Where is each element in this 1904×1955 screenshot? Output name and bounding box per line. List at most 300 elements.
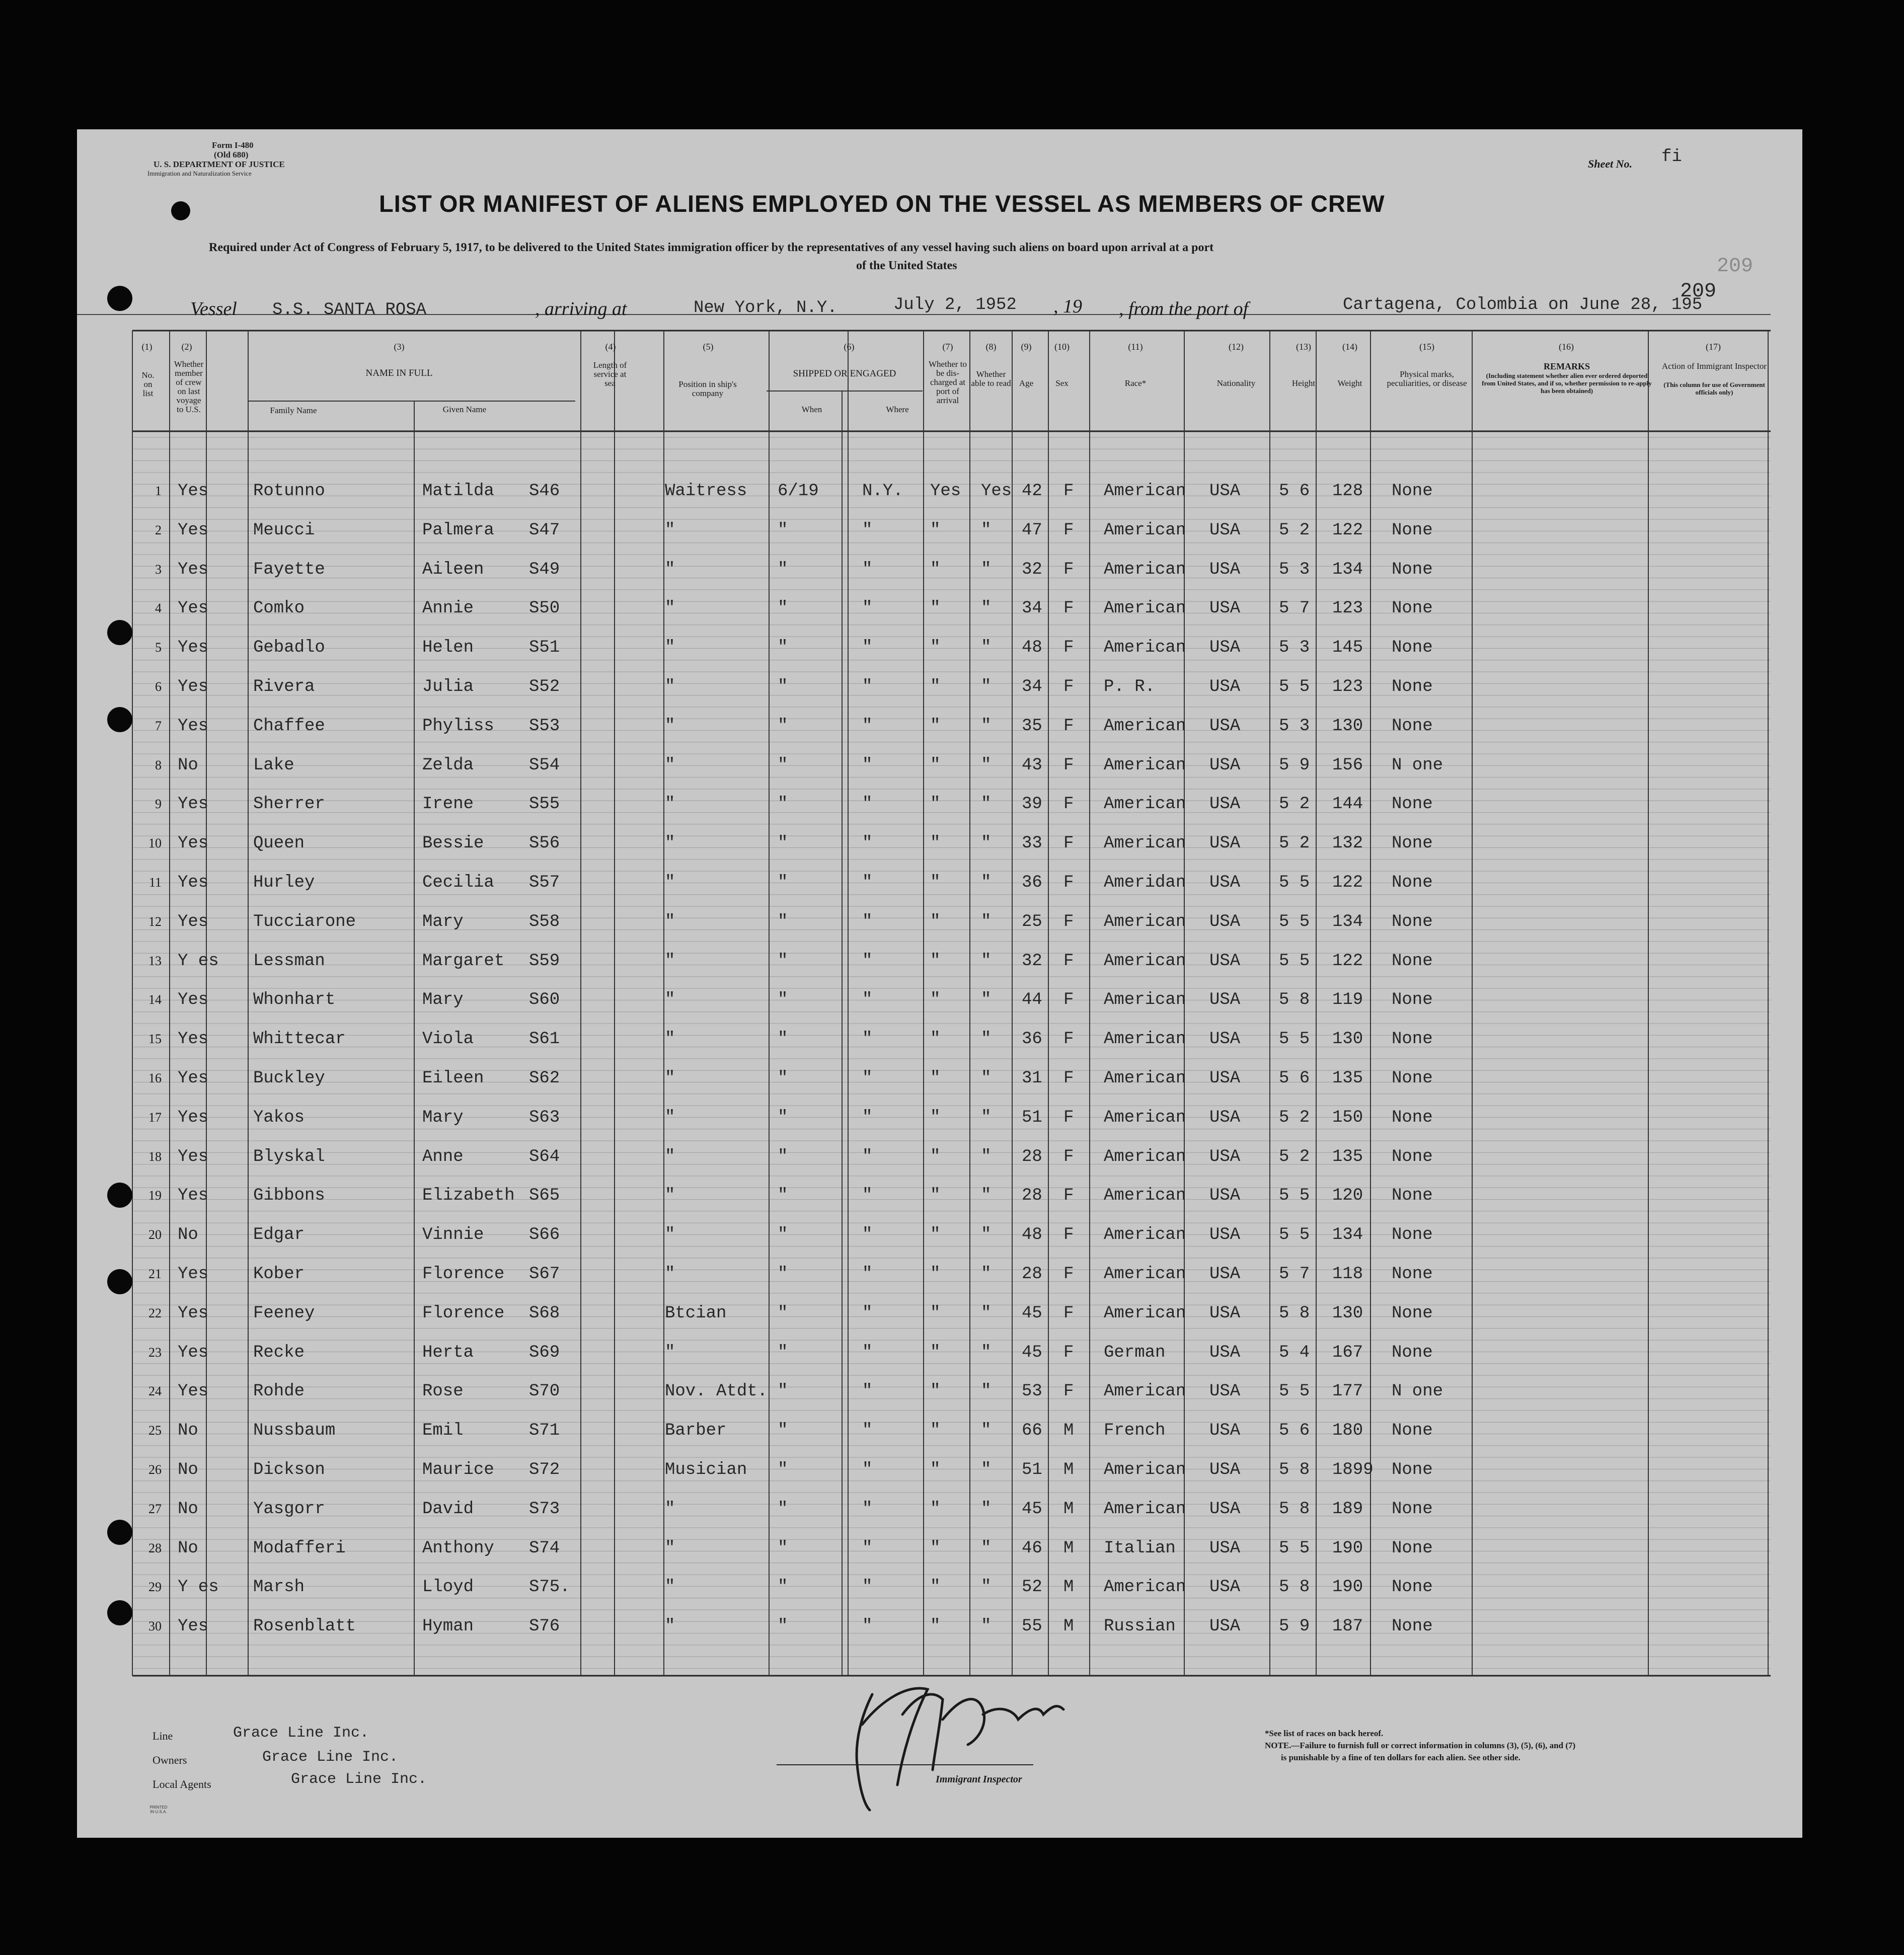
- punch-hole: [171, 201, 190, 220]
- physical-marks: None: [1392, 1303, 1433, 1323]
- physical-marks: None: [1392, 1147, 1433, 1166]
- able-to-read: ": [981, 1186, 992, 1206]
- race: American: [1104, 482, 1186, 501]
- physical-marks: None: [1392, 1343, 1433, 1362]
- sex: F: [1063, 1147, 1074, 1166]
- shipped-where: ": [862, 1578, 873, 1597]
- height: 5 5: [1279, 912, 1310, 931]
- department: U. S. DEPARTMENT OF JUSTICE: [154, 160, 285, 169]
- row-number: 11: [148, 875, 162, 890]
- row-number: 16: [148, 1071, 162, 1085]
- position: ": [665, 1578, 675, 1597]
- height: 5 3: [1279, 716, 1310, 736]
- able-to-read: ": [981, 1538, 992, 1558]
- col-6-number: (6): [844, 342, 855, 352]
- row-number: 2: [155, 522, 162, 537]
- sex: F: [1063, 1108, 1074, 1127]
- height: 5 6: [1279, 1421, 1310, 1441]
- crew-last-voyage: Yes: [178, 1030, 209, 1049]
- height: 5 3: [1279, 638, 1310, 658]
- shipped-where: ": [862, 560, 873, 579]
- col-2-header: Whether member of crew on last voyage to U.S.: [174, 359, 204, 414]
- height: 5 7: [1279, 599, 1310, 618]
- shipped-where: ": [862, 1069, 873, 1088]
- nationality: USA: [1209, 1578, 1241, 1597]
- race: American: [1104, 1265, 1186, 1284]
- height: 5 2: [1279, 1147, 1310, 1166]
- col-6-when-header: When: [801, 405, 822, 414]
- row-number: 28: [148, 1540, 162, 1555]
- row-number: 8: [155, 757, 162, 772]
- position: Waitress: [665, 482, 747, 501]
- height: 5 2: [1279, 520, 1310, 540]
- nationality: USA: [1209, 1147, 1241, 1166]
- shipped-when: ": [778, 1108, 788, 1127]
- discharged-at-arrival: Yes: [930, 482, 961, 501]
- col-12-number: (12): [1229, 342, 1244, 352]
- able-to-read: ": [981, 1343, 992, 1362]
- shipped-where: ": [862, 755, 873, 775]
- position: ": [665, 638, 675, 658]
- crew-last-voyage: Yes: [178, 677, 209, 696]
- sex: F: [1063, 755, 1074, 775]
- discharged-at-arrival: ": [930, 677, 941, 696]
- row-number: 5: [155, 640, 162, 655]
- shipped-when: ": [778, 1265, 788, 1284]
- family-name: Blyskal: [253, 1147, 325, 1166]
- col-9-header: Age: [1019, 378, 1034, 388]
- race: American: [1104, 1578, 1186, 1597]
- position: ": [665, 795, 675, 814]
- shipped-when: ": [778, 1030, 788, 1049]
- family-name: Chaffee: [253, 716, 325, 736]
- crew-last-voyage: Yes: [178, 1617, 209, 1636]
- shipped-where: ": [862, 1499, 873, 1519]
- discharged-at-arrival: ": [930, 1578, 941, 1597]
- physical-marks: None: [1392, 1069, 1433, 1088]
- age: 45: [1022, 1303, 1042, 1323]
- weight: 150: [1332, 1108, 1363, 1127]
- age: 47: [1022, 520, 1042, 540]
- given-name: Irene: [422, 795, 474, 814]
- shipped-where: ": [862, 1265, 873, 1284]
- line-label: Line: [153, 1730, 173, 1742]
- nationality: USA: [1209, 1225, 1241, 1245]
- weight: 1899: [1332, 1460, 1374, 1479]
- given-name: Anne: [422, 1147, 464, 1166]
- form-old-number: (Old 680): [214, 150, 249, 160]
- sex: F: [1063, 638, 1074, 658]
- service: Immigration and Naturalization Service: [147, 170, 252, 177]
- year-label: , 19: [1053, 296, 1082, 317]
- given-name: Vinnie: [422, 1225, 484, 1245]
- arriving-label: , arriving at: [535, 298, 627, 320]
- crew-code: S56: [529, 834, 560, 853]
- physical-marks: None: [1392, 873, 1433, 892]
- discharged-at-arrival: ": [930, 1421, 941, 1441]
- nationality: USA: [1209, 1460, 1241, 1479]
- shipped-when: ": [778, 1617, 788, 1636]
- given-name: Aileen: [422, 560, 484, 579]
- crew-code: S47: [529, 520, 560, 540]
- col-17-subheader: (This column for use of Government officials only): [1663, 381, 1765, 396]
- owners-label: Owners: [153, 1754, 187, 1766]
- weight: 130: [1332, 1030, 1363, 1049]
- race: American: [1104, 951, 1186, 971]
- weight: 130: [1332, 1303, 1363, 1323]
- family-name: Meucci: [253, 520, 315, 540]
- discharged-at-arrival: ": [930, 990, 941, 1010]
- height: 5 2: [1279, 795, 1310, 814]
- shipped-where: ": [862, 599, 873, 618]
- race: American: [1104, 990, 1186, 1010]
- race: American: [1104, 599, 1186, 618]
- height: 5 5: [1279, 1382, 1310, 1401]
- crew-last-voyage: Yes: [178, 912, 209, 931]
- crew-last-voyage: No: [178, 755, 198, 775]
- given-name: Bessie: [422, 834, 484, 853]
- able-to-read: ": [981, 677, 992, 696]
- family-name: Whonhart: [253, 990, 336, 1010]
- nationality: USA: [1209, 951, 1241, 971]
- physical-marks: None: [1392, 1108, 1433, 1127]
- height: 5 5: [1279, 677, 1310, 696]
- row-number: 6: [155, 679, 162, 694]
- able-to-read: ": [981, 1303, 992, 1323]
- able-to-read: ": [981, 795, 992, 814]
- age: 36: [1022, 1030, 1042, 1049]
- physical-marks: None: [1392, 1578, 1433, 1597]
- age: 34: [1022, 599, 1042, 618]
- physical-marks: None: [1392, 1421, 1433, 1441]
- shipped-when: ": [778, 795, 788, 814]
- able-to-read: ": [981, 873, 992, 892]
- crew-code: S54: [529, 755, 560, 775]
- punch-hole: [107, 707, 132, 732]
- punch-hole: [107, 1520, 132, 1545]
- position: ": [665, 873, 675, 892]
- from-label: , from the port of: [1119, 298, 1249, 320]
- shipped-when: ": [778, 1186, 788, 1206]
- able-to-read: ": [981, 560, 992, 579]
- shipped-when: ": [778, 755, 788, 775]
- row-number: 21: [148, 1267, 162, 1281]
- weight: 177: [1332, 1382, 1363, 1401]
- punch-hole: [107, 620, 132, 645]
- able-to-read: ": [981, 599, 992, 618]
- sheet-label: Sheet No.: [1588, 158, 1632, 170]
- shipped-where: ": [862, 795, 873, 814]
- crew-last-voyage: Yes: [178, 599, 209, 618]
- manifest-sheet: [77, 129, 1802, 1838]
- able-to-read: ": [981, 638, 992, 658]
- col-2-number: (2): [181, 342, 192, 352]
- sex: F: [1063, 1186, 1074, 1206]
- family-name: Marsh: [253, 1578, 305, 1597]
- height: 5 8: [1279, 1499, 1310, 1519]
- crew-code: S67: [529, 1265, 560, 1284]
- nationality: USA: [1209, 638, 1241, 658]
- weight: 132: [1332, 834, 1363, 853]
- col-7-number: (7): [942, 342, 953, 352]
- position: ": [665, 716, 675, 736]
- family-name: Comko: [253, 599, 305, 618]
- position: ": [665, 1499, 675, 1519]
- weight: 122: [1332, 873, 1363, 892]
- discharged-at-arrival: ": [930, 1069, 941, 1088]
- shipped-when: ": [778, 1460, 788, 1479]
- page-title: LIST OR MANIFEST OF ALIENS EMPLOYED ON THE VESSEL AS MEMBERS OF CREW: [379, 190, 1385, 217]
- nationality: USA: [1209, 795, 1241, 814]
- col-17-number: (17): [1706, 342, 1721, 352]
- col-10-header: Sex: [1055, 378, 1069, 388]
- height: 5 5: [1279, 1030, 1310, 1049]
- crew-last-voyage: Yes: [178, 638, 209, 658]
- crew-last-voyage: Yes: [178, 873, 209, 892]
- shipped-when: ": [778, 1421, 788, 1441]
- age: 52: [1022, 1578, 1042, 1597]
- height: 5 3: [1279, 560, 1310, 579]
- inspector-signature: [77, 129, 1802, 1838]
- owners-value: Grace Line Inc.: [262, 1749, 399, 1766]
- shipped-where: ": [862, 1030, 873, 1049]
- physical-marks: None: [1392, 912, 1433, 931]
- position: ": [665, 599, 675, 618]
- given-name: Hyman: [422, 1617, 474, 1636]
- discharged-at-arrival: ": [930, 873, 941, 892]
- shipped-when: ": [778, 1578, 788, 1597]
- shipped-where: ": [862, 873, 873, 892]
- nationality: USA: [1209, 482, 1241, 501]
- age: 43: [1022, 755, 1042, 775]
- col-14-header: Weight: [1337, 378, 1362, 388]
- position: ": [665, 1617, 675, 1636]
- shipped-where: ": [862, 1460, 873, 1479]
- weight: 180: [1332, 1421, 1363, 1441]
- col-14-number: (14): [1342, 342, 1357, 352]
- crew-code: S64: [529, 1147, 560, 1166]
- line-value: Grace Line Inc.: [233, 1725, 369, 1742]
- discharged-at-arrival: ": [930, 638, 941, 658]
- age: 45: [1022, 1343, 1042, 1362]
- race: American: [1104, 795, 1186, 814]
- age: 51: [1022, 1460, 1042, 1479]
- shipped-where: ": [862, 990, 873, 1010]
- row-number: 4: [155, 601, 162, 616]
- col-5-header: Position in ship's company: [678, 379, 737, 398]
- col-15-header: Physical marks, peculiarities, or disease: [1387, 369, 1467, 388]
- penalty-note-1: NOTE.—Failure to furnish full or correct information in columns (3), (5), (6), and (7): [1265, 1741, 1576, 1750]
- weight: 135: [1332, 1069, 1363, 1088]
- age: 51: [1022, 1108, 1042, 1127]
- nationality: USA: [1209, 1538, 1241, 1558]
- able-to-read: ": [981, 1382, 992, 1401]
- shipped-where: ": [862, 677, 873, 696]
- nationality: USA: [1209, 1421, 1241, 1441]
- sex: F: [1063, 677, 1074, 696]
- weight: 130: [1332, 716, 1363, 736]
- row-number: 3: [155, 562, 162, 577]
- shipped-when: ": [778, 1382, 788, 1401]
- age: 32: [1022, 560, 1042, 579]
- height: 5 6: [1279, 1069, 1310, 1088]
- weight: 145: [1332, 638, 1363, 658]
- crew-last-voyage: No: [178, 1421, 198, 1441]
- col-3-header: NAME IN FULL: [365, 368, 433, 378]
- shipped-where: ": [862, 638, 873, 658]
- able-to-read: Yes: [981, 482, 1012, 501]
- given-name: Cecilia: [422, 873, 494, 892]
- crew-code: S63: [529, 1108, 560, 1127]
- race: American: [1104, 560, 1186, 579]
- height: 5 5: [1279, 1225, 1310, 1245]
- nationality: USA: [1209, 1343, 1241, 1362]
- age: 33: [1022, 834, 1042, 853]
- col-6-header: SHIPPED OR ENGAGED: [793, 368, 896, 379]
- sex: F: [1063, 482, 1074, 501]
- given-name: Lloyd: [422, 1578, 474, 1597]
- discharged-at-arrival: ": [930, 912, 941, 931]
- row-number: 30: [148, 1619, 162, 1634]
- weight: 187: [1332, 1617, 1363, 1636]
- crew-last-voyage: Yes: [178, 795, 209, 814]
- position: ": [665, 1343, 675, 1362]
- family-name: Yakos: [253, 1108, 305, 1127]
- sex: F: [1063, 560, 1074, 579]
- able-to-read: ": [981, 1108, 992, 1127]
- crew-code: S53: [529, 716, 560, 736]
- crew-code: S51: [529, 638, 560, 658]
- weight: 167: [1332, 1343, 1363, 1362]
- shipped-when: ": [778, 560, 788, 579]
- crew-code: S61: [529, 1030, 560, 1049]
- row-number: 20: [148, 1227, 162, 1242]
- crew-code: S72: [529, 1460, 560, 1479]
- discharged-at-arrival: ": [930, 1030, 941, 1049]
- race: Italian: [1104, 1538, 1176, 1558]
- inspector-label: Immigrant Inspector: [936, 1774, 1022, 1785]
- sex: F: [1063, 1225, 1074, 1245]
- crew-last-voyage: No: [178, 1225, 198, 1245]
- weight: 123: [1332, 599, 1363, 618]
- able-to-read: ": [981, 1578, 992, 1597]
- shipped-when: ": [778, 677, 788, 696]
- shipped-when: ": [778, 873, 788, 892]
- given-name: Florence: [422, 1303, 505, 1323]
- family-name: Hurley: [253, 873, 315, 892]
- height: 5 9: [1279, 755, 1310, 775]
- weight: 118: [1332, 1265, 1363, 1284]
- shipped-when: ": [778, 716, 788, 736]
- crew-last-voyage: Yes: [178, 1186, 209, 1206]
- weight: 122: [1332, 951, 1363, 971]
- printer-mark: PRINTED IN U.S.A.: [149, 1805, 168, 1814]
- position: Musician: [665, 1460, 747, 1479]
- sex: F: [1063, 990, 1074, 1010]
- row-number: 7: [155, 718, 162, 733]
- discharged-at-arrival: ": [930, 599, 941, 618]
- race: Russian: [1104, 1617, 1176, 1636]
- col-16-number: (16): [1559, 342, 1574, 352]
- nationality: USA: [1209, 1499, 1241, 1519]
- discharged-at-arrival: ": [930, 1108, 941, 1127]
- able-to-read: ": [981, 1265, 992, 1284]
- given-name: Matilda: [422, 482, 494, 501]
- row-number: 17: [148, 1110, 162, 1125]
- nationality: USA: [1209, 520, 1241, 540]
- sex: M: [1063, 1421, 1074, 1441]
- race: American: [1104, 834, 1186, 853]
- height: 5 8: [1279, 990, 1310, 1010]
- vessel-label: Vessel: [190, 298, 237, 320]
- family-name: Nussbaum: [253, 1421, 336, 1441]
- discharged-at-arrival: ": [930, 716, 941, 736]
- physical-marks: None: [1392, 951, 1433, 971]
- height: 5 5: [1279, 1186, 1310, 1206]
- position: ": [665, 1030, 675, 1049]
- given-name: Rose: [422, 1382, 464, 1401]
- sex: F: [1063, 1303, 1074, 1323]
- height: 5 2: [1279, 1108, 1310, 1127]
- crew-code: S71: [529, 1421, 560, 1441]
- physical-marks: None: [1392, 1538, 1433, 1558]
- nationality: USA: [1209, 1186, 1241, 1206]
- race: American: [1104, 1382, 1186, 1401]
- crew-last-voyage: Yes: [178, 834, 209, 853]
- height: 5 8: [1279, 1578, 1310, 1597]
- given-name: Anthony: [422, 1538, 494, 1558]
- family-name: Dickson: [253, 1460, 325, 1479]
- col-8-number: (8): [985, 342, 997, 352]
- row-number: 15: [148, 1032, 162, 1047]
- col-11-number: (11): [1128, 342, 1143, 352]
- given-name: Florence: [422, 1265, 505, 1284]
- crew-code: S59: [529, 951, 560, 971]
- shipped-where: ": [862, 1108, 873, 1127]
- nationality: USA: [1209, 1382, 1241, 1401]
- discharged-at-arrival: ": [930, 520, 941, 540]
- arriving-port: New York, N.Y.: [694, 298, 837, 318]
- crew-code: S76: [529, 1617, 560, 1636]
- race: American: [1104, 1069, 1186, 1088]
- crew-last-voyage: Y es: [178, 1578, 219, 1597]
- position: ": [665, 1108, 675, 1127]
- given-name: Julia: [422, 677, 474, 696]
- crew-code: S73: [529, 1499, 560, 1519]
- shipped-when: ": [778, 1147, 788, 1166]
- able-to-read: ": [981, 755, 992, 775]
- physical-marks: None: [1392, 482, 1433, 501]
- crew-last-voyage: Yes: [178, 1147, 209, 1166]
- crew-code: S74: [529, 1538, 560, 1558]
- crew-code: S58: [529, 912, 560, 931]
- crew-code: S55: [529, 795, 560, 814]
- col-17-header: Action of Immigrant Inspector: [1661, 361, 1767, 371]
- nationality: USA: [1209, 834, 1241, 853]
- race: American: [1104, 1225, 1186, 1245]
- able-to-read: ": [981, 1030, 992, 1049]
- discharged-at-arrival: ": [930, 560, 941, 579]
- crew-code: S69: [529, 1343, 560, 1362]
- physical-marks: None: [1392, 1030, 1433, 1049]
- crew-code: S62: [529, 1069, 560, 1088]
- age: 35: [1022, 716, 1042, 736]
- nationality: USA: [1209, 990, 1241, 1010]
- col-3-given-header: Given Name: [442, 405, 487, 414]
- physical-marks: None: [1392, 677, 1433, 696]
- age: 45: [1022, 1499, 1042, 1519]
- crew-code: S66: [529, 1225, 560, 1245]
